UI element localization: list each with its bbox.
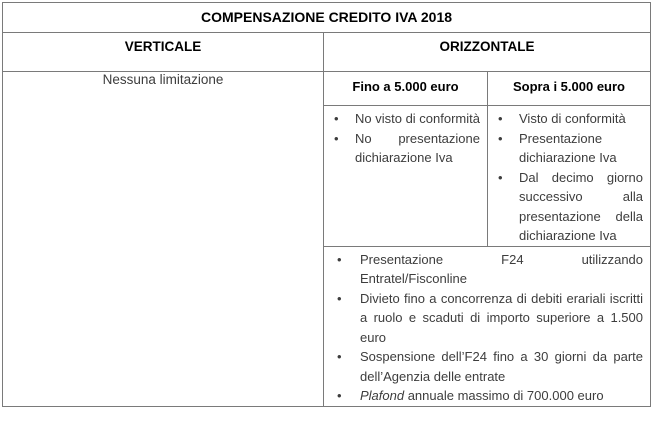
subcolumn-header-sopra: Sopra i 5.000 euro [488, 72, 651, 106]
fino-bullet-list [324, 109, 480, 168]
column-header-row [3, 33, 651, 72]
bullet-item: • No visto di conformità [324, 109, 480, 129]
bullet-item: • Plafond annuale massimo di 700.000 euro [324, 386, 643, 406]
subcolumn-header-row [3, 72, 651, 106]
bullet-item: • No presentazione dichiarazione Iva [324, 129, 480, 168]
sopra-conditions-cell [488, 106, 651, 247]
common-bullet-list [324, 250, 643, 406]
sopra-bullet-list [488, 109, 643, 246]
bullet-item: • Presentazione F24 utilizzando Entratel/Fisconline [324, 250, 643, 289]
bullet-item: • Visto di conformità [488, 109, 643, 129]
bullet-item: • Divieto fino a concorrenza di debiti erariali iscritti a ruolo e scaduti di importo superiore a 1.500 euro [324, 289, 643, 348]
table-title: COMPENSAZIONE CREDITO IVA 2018 [3, 3, 651, 33]
column-header-orizzontale: ORIZZONTALE [324, 33, 651, 72]
column-header-verticale: VERTICALE [3, 33, 324, 72]
common-conditions-cell [324, 246, 651, 406]
bullet-item: • Sospensione dell’F24 fino a 30 giorni da parte dell’Agenzia delle entrate [324, 347, 643, 386]
fino-conditions-cell [324, 106, 488, 247]
title-row [3, 3, 651, 33]
verticale-value-cell: Nessuna limitazione [3, 72, 324, 407]
iva-compensation-table [2, 2, 651, 407]
bullet-item: • Presentazione dichiarazione Iva [488, 129, 643, 168]
subcolumn-header-fino: Fino a 5.000 euro [324, 72, 488, 106]
bullet-item: • Dal decimo giorno successivo alla presentazione della dichiarazione Iva [488, 168, 643, 246]
